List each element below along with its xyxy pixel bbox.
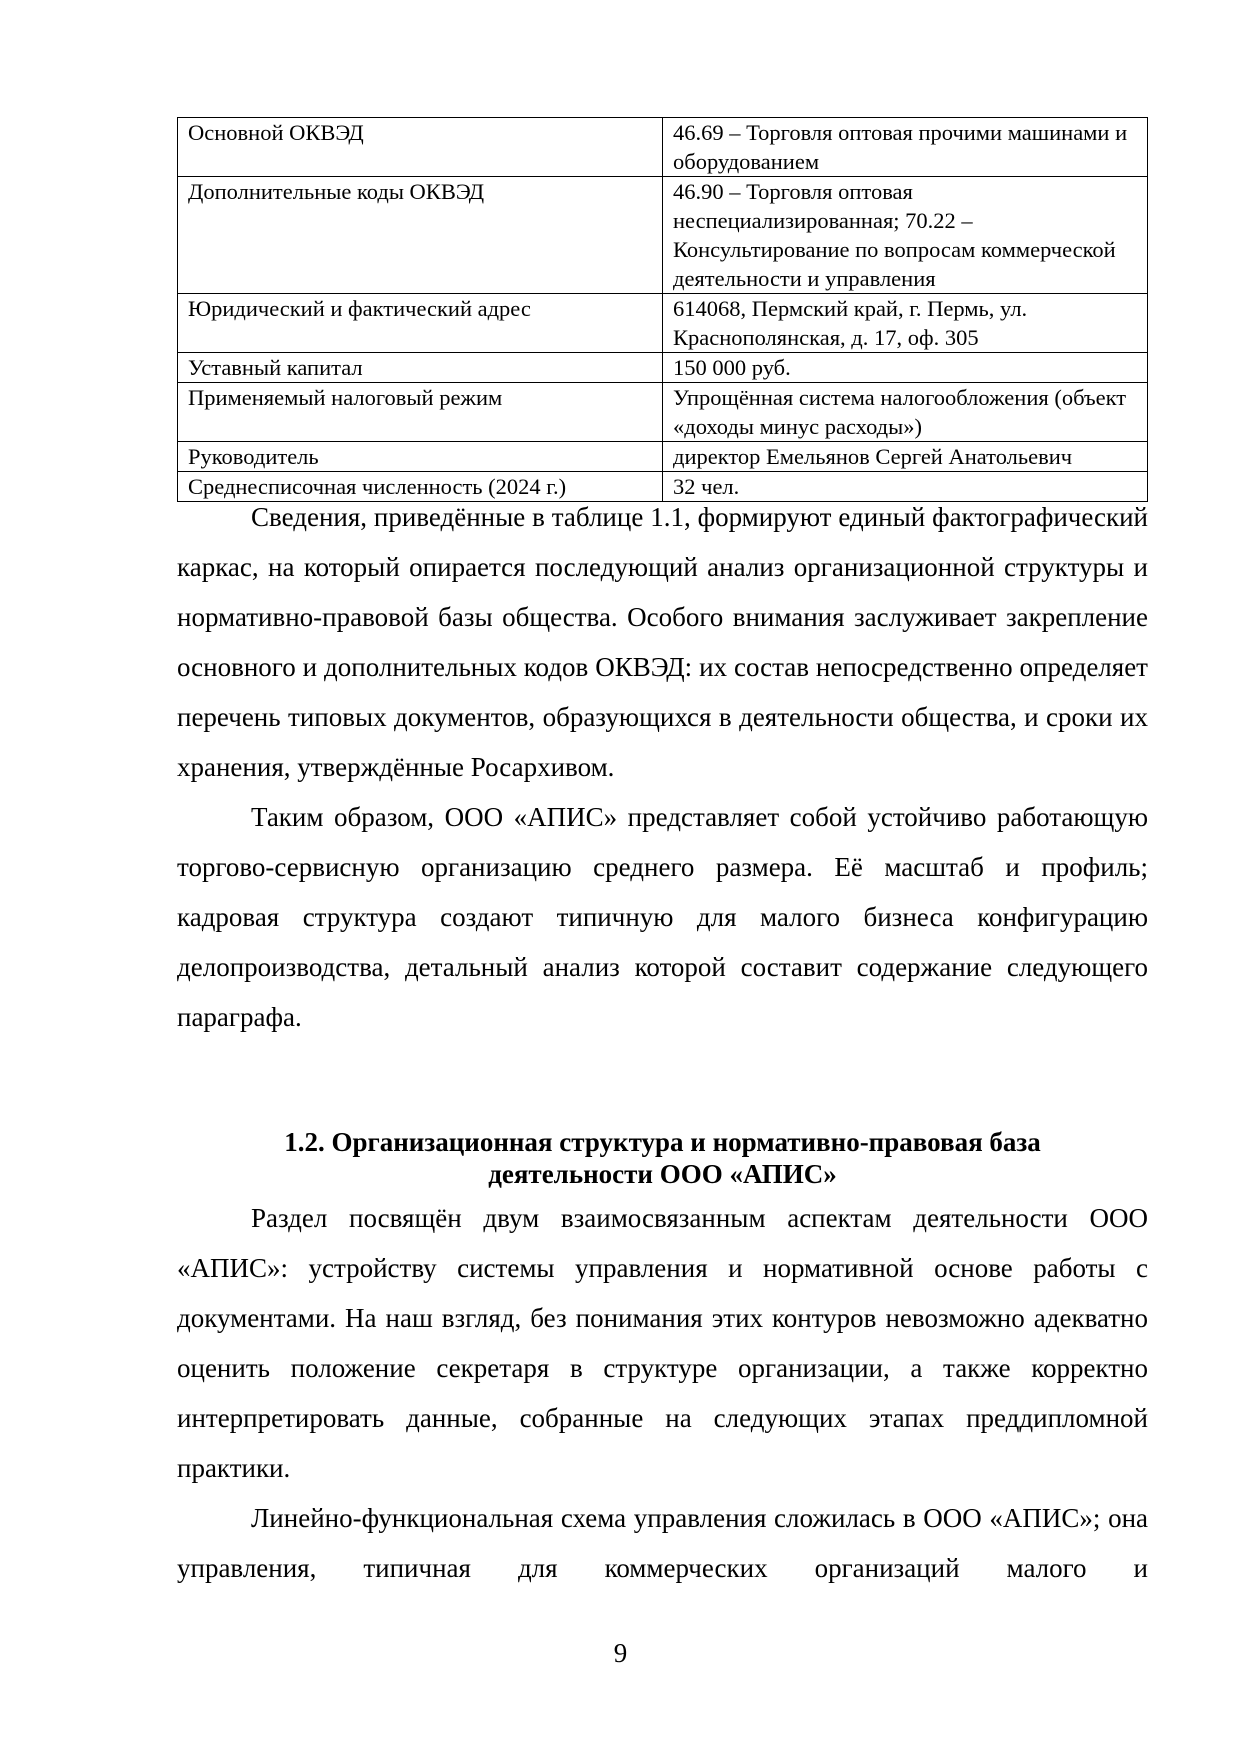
table-row — [178, 177, 1148, 294]
table-cell-value: Упрощённая система налогообложения (объект «доходы минус расходы») — [663, 383, 1148, 442]
table-cell-value: директор Емельянов Сергей Анатольевич — [663, 442, 1148, 472]
table-cell-value: 150 000 руб. — [663, 353, 1148, 383]
table-cell-label: Уставный капитал — [178, 353, 663, 383]
table-row — [178, 353, 1148, 383]
body-text-upper — [177, 492, 1148, 1042]
section-heading — [177, 1126, 1148, 1190]
paragraph: Раздел посвящён двум взаимосвязанным аспектам деятельности ООО «АПИС»: устройству системы управления и нормативной основе работы с документами. На наш взгляд, без понимания этих контуров невозможно адекватно оценить положение секретаря в структуре организации, а также корректно интерпретировать данные, собранные на следующих этапах преддипломной практики. — [177, 1203, 1148, 1483]
table-cell-value: 46.69 – Торговля оптовая прочими машинами и оборудованием — [663, 118, 1148, 177]
table-cell-value: 614068, Пермский край, г. Пермь, ул. Краснополянская, д. 17, оф. 305 — [663, 294, 1148, 353]
page-number: 9 — [613, 1638, 628, 1668]
organization-info-table — [177, 117, 1148, 502]
table-row — [178, 118, 1148, 177]
section-heading-line: деятельности ООО «АПИС» — [488, 1159, 837, 1189]
table-row — [178, 383, 1148, 442]
table-row — [178, 442, 1148, 472]
section-heading-line: 1.2. Организационная структура и нормативно-правовая база — [284, 1127, 1041, 1157]
paragraph: Линейно-функциональная схема управления сложилась в ООО «АПИС»; она управления, типичная для коммерческих организаций малого и — [177, 1503, 1148, 1583]
table-cell-label: Применяемый налоговый режим — [178, 383, 663, 442]
table-cell-value: 46.90 – Торговля оптовая неспециализированная; 70.22 – Консультирование по вопросам коммерческой деятельности и управления — [663, 177, 1148, 294]
table-cell-value: 32 чел. — [663, 472, 1148, 502]
table-cell-label: Дополнительные коды ОКВЭД — [178, 177, 663, 294]
table-row — [178, 294, 1148, 353]
table-cell-label: Руководитель — [178, 442, 663, 472]
table-cell-label: Основной ОКВЭД — [178, 118, 663, 177]
table-cell-label: Юридический и фактический адрес — [178, 294, 663, 353]
body-text-lower — [177, 1193, 1148, 1593]
paragraph: Сведения, приведённые в таблице 1.1, формируют единый фактографический каркас, на который опирается последующий анализ организационной структуры и нормативно-правовой базы общества. Особого внимания заслуживает закрепление основного и дополнительных кодов ОКВЭД: их состав непосредственно определяет перечень типовых документов, образующихся в деятельности общества, и сроки их хранения, утверждённые Росархивом. — [177, 502, 1148, 782]
table-cell-label: Среднесписочная численность (2024 г.) — [178, 472, 663, 502]
paragraph: Таким образом, ООО «АПИС» представляет собой устойчиво работающую торгово-сервисную организацию среднего размера. Её масштаб и профиль; кадровая структура создают типичную для малого бизнеса конфигурацию делопроизводства, детальный анализ которой составит содержание следующего параграфа. — [177, 802, 1148, 1032]
